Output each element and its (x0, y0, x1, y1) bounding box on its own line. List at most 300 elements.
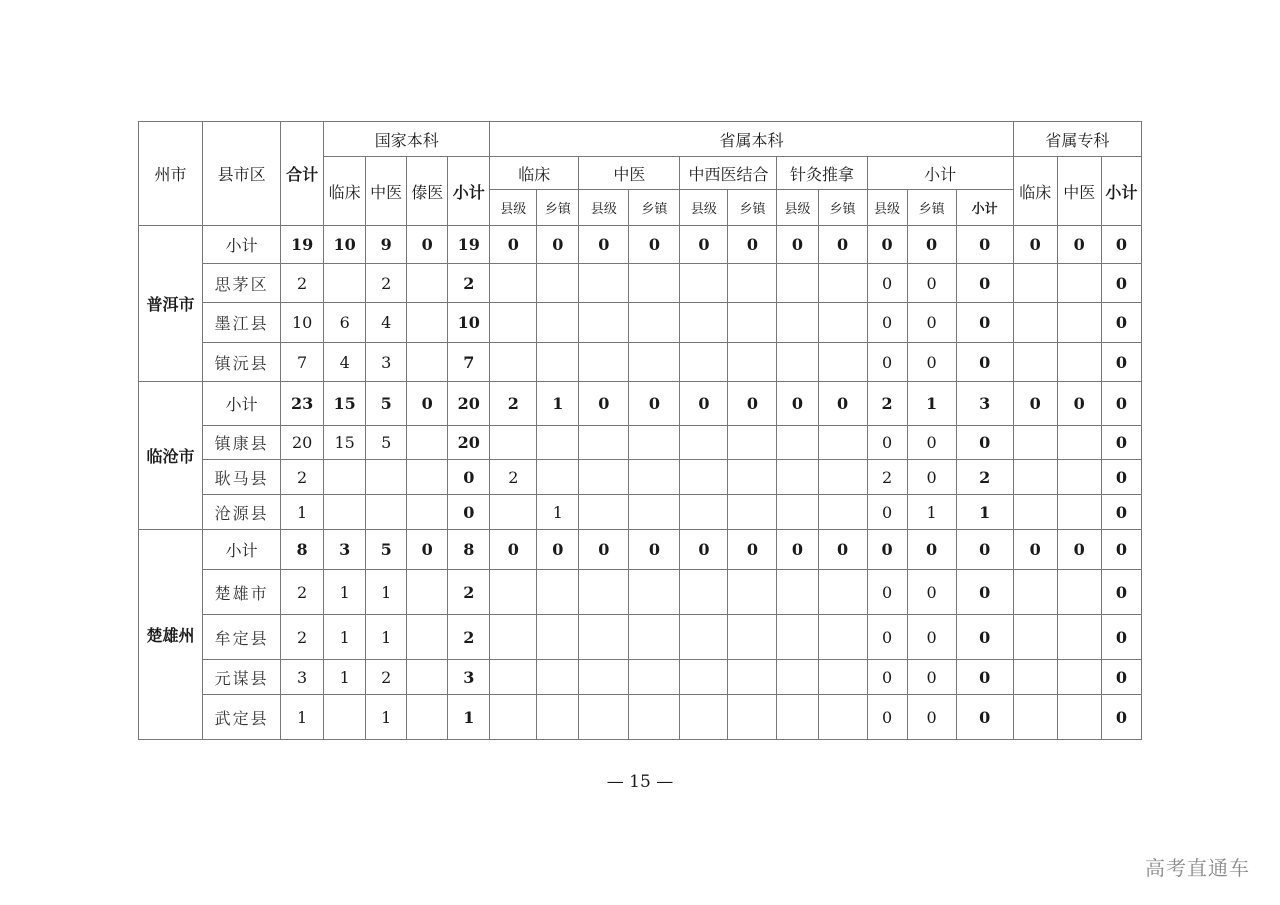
watermark: 高考直通车 (1145, 856, 1250, 880)
prefecture-cell: 楚雄州 (139, 530, 203, 740)
header-prov-subtotal-total: 小计 (956, 190, 1013, 226)
value-cell: 0 (629, 530, 680, 570)
value-cell: 0 (1101, 495, 1141, 530)
value-cell (407, 660, 448, 695)
county-cell: 镇沅县 (203, 343, 281, 382)
table-row (139, 382, 1142, 426)
value-cell: 0 (579, 226, 629, 264)
value-cell: 2 (281, 460, 324, 495)
value-cell (366, 460, 407, 495)
value-cell (777, 303, 818, 343)
value-cell: 7 (448, 343, 490, 382)
subtotal-label-cell: 小计 (203, 530, 281, 570)
value-cell: 0 (867, 615, 907, 660)
value-cell: 2 (281, 615, 324, 660)
value-cell: 1 (281, 495, 324, 530)
value-cell (324, 460, 366, 495)
value-cell (407, 495, 448, 530)
value-cell: 0 (956, 343, 1013, 382)
value-cell (324, 264, 366, 303)
header-prov-integrated: 中西医结合 (680, 157, 777, 190)
county-cell: 思茅区 (203, 264, 281, 303)
value-cell (777, 264, 818, 303)
value-cell (490, 660, 537, 695)
value-cell (818, 660, 867, 695)
value-cell: 0 (867, 495, 907, 530)
value-cell (777, 695, 818, 740)
table-row (139, 570, 1142, 615)
value-cell: 1 (366, 615, 407, 660)
header-voc-subtotal: 小计 (1101, 157, 1141, 226)
header-national: 国家本科 (324, 122, 490, 157)
table-header (139, 122, 1142, 226)
value-cell: 5 (366, 426, 407, 460)
table-row (139, 695, 1142, 740)
value-cell: 0 (867, 426, 907, 460)
value-cell (490, 495, 537, 530)
value-cell: 0 (1057, 530, 1101, 570)
value-cell (407, 460, 448, 495)
value-cell (629, 495, 680, 530)
header-voc-clinical: 临床 (1013, 157, 1057, 226)
value-cell: 0 (867, 695, 907, 740)
header-total: 合计 (281, 122, 324, 226)
value-cell: 9 (366, 226, 407, 264)
value-cell: 1 (537, 382, 579, 426)
value-cell (777, 495, 818, 530)
value-cell (1057, 460, 1101, 495)
value-cell (629, 695, 680, 740)
header-national-subtotal: 小计 (448, 157, 490, 226)
table-row (139, 530, 1142, 570)
header-national-clinical: 临床 (324, 157, 366, 226)
value-cell (490, 615, 537, 660)
value-cell (777, 615, 818, 660)
value-cell (1013, 303, 1057, 343)
table-row (139, 264, 1142, 303)
value-cell (490, 303, 537, 343)
value-cell: 1 (324, 615, 366, 660)
table-row (139, 660, 1142, 695)
value-cell: 0 (407, 382, 448, 426)
value-cell: 2 (366, 264, 407, 303)
value-cell (777, 343, 818, 382)
value-cell (728, 264, 777, 303)
header-township: 乡镇 (629, 190, 680, 226)
value-cell: 2 (366, 660, 407, 695)
value-cell: 1 (956, 495, 1013, 530)
value-cell (1013, 570, 1057, 615)
header-voc-tcm: 中医 (1057, 157, 1101, 226)
subtotal-label-cell: 小计 (203, 226, 281, 264)
value-cell (777, 460, 818, 495)
subtotal-label-cell: 小计 (203, 382, 281, 426)
value-cell (579, 570, 629, 615)
value-cell: 6 (324, 303, 366, 343)
value-cell (728, 303, 777, 343)
value-cell (1057, 343, 1101, 382)
value-cell (1057, 426, 1101, 460)
value-cell (818, 343, 867, 382)
value-cell (728, 570, 777, 615)
county-cell: 楚雄市 (203, 570, 281, 615)
value-cell (629, 460, 680, 495)
table-row (139, 343, 1142, 382)
value-cell: 0 (956, 695, 1013, 740)
value-cell: 0 (448, 495, 490, 530)
header-prov-acupuncture: 针灸推拿 (777, 157, 867, 190)
value-cell (407, 343, 448, 382)
header-prov-clinical: 临床 (490, 157, 579, 190)
value-cell: 10 (448, 303, 490, 343)
value-cell: 0 (579, 530, 629, 570)
value-cell: 2 (490, 460, 537, 495)
value-cell: 19 (448, 226, 490, 264)
value-cell: 1 (366, 695, 407, 740)
value-cell: 2 (281, 570, 324, 615)
value-cell: 1 (324, 570, 366, 615)
value-cell: 8 (448, 530, 490, 570)
value-cell: 0 (956, 530, 1013, 570)
header-township: 乡镇 (907, 190, 956, 226)
header-township: 乡镇 (537, 190, 579, 226)
value-cell: 3 (448, 660, 490, 695)
value-cell: 0 (867, 226, 907, 264)
value-cell (1013, 615, 1057, 660)
value-cell: 0 (907, 695, 956, 740)
value-cell: 0 (1101, 264, 1141, 303)
value-cell (537, 660, 579, 695)
value-cell: 2 (490, 382, 537, 426)
value-cell: 0 (907, 303, 956, 343)
value-cell (1013, 695, 1057, 740)
value-cell: 0 (1101, 615, 1141, 660)
value-cell: 2 (956, 460, 1013, 495)
value-cell (728, 615, 777, 660)
value-cell: 0 (907, 660, 956, 695)
value-cell (407, 303, 448, 343)
value-cell: 2 (448, 570, 490, 615)
county-cell: 镇康县 (203, 426, 281, 460)
header-county-level: 县级 (777, 190, 818, 226)
value-cell: 2 (281, 264, 324, 303)
value-cell (579, 303, 629, 343)
value-cell: 7 (281, 343, 324, 382)
value-cell: 0 (1013, 226, 1057, 264)
value-cell: 0 (907, 615, 956, 660)
value-cell (777, 426, 818, 460)
county-cell: 沧源县 (203, 495, 281, 530)
value-cell (490, 426, 537, 460)
value-cell: 23 (281, 382, 324, 426)
value-cell (579, 615, 629, 660)
value-cell (537, 570, 579, 615)
value-cell (629, 343, 680, 382)
table-row (139, 615, 1142, 660)
value-cell: 0 (777, 226, 818, 264)
value-cell: 0 (867, 303, 907, 343)
value-cell: 0 (1101, 382, 1141, 426)
value-cell: 0 (680, 530, 728, 570)
value-cell (777, 660, 818, 695)
value-cell (407, 264, 448, 303)
table-row (139, 226, 1142, 264)
county-cell: 牟定县 (203, 615, 281, 660)
value-cell (680, 570, 728, 615)
value-cell: 0 (1101, 530, 1141, 570)
value-cell: 20 (281, 426, 324, 460)
value-cell (324, 695, 366, 740)
value-cell: 0 (907, 264, 956, 303)
value-cell: 0 (907, 426, 956, 460)
value-cell: 0 (867, 570, 907, 615)
value-cell: 4 (324, 343, 366, 382)
value-cell: 20 (448, 382, 490, 426)
value-cell: 0 (680, 382, 728, 426)
value-cell: 0 (956, 226, 1013, 264)
value-cell (818, 426, 867, 460)
value-cell (579, 264, 629, 303)
value-cell (1057, 695, 1101, 740)
value-cell (728, 495, 777, 530)
value-cell: 5 (366, 382, 407, 426)
value-cell (818, 570, 867, 615)
value-cell: 0 (629, 226, 680, 264)
value-cell (1013, 660, 1057, 695)
value-cell (818, 303, 867, 343)
table-body (139, 226, 1142, 740)
value-cell (728, 426, 777, 460)
value-cell (680, 615, 728, 660)
value-cell (680, 660, 728, 695)
value-cell: 0 (1057, 382, 1101, 426)
value-cell: 0 (956, 615, 1013, 660)
value-cell: 0 (680, 226, 728, 264)
value-cell: 1 (537, 495, 579, 530)
value-cell: 0 (1101, 303, 1141, 343)
quota-table (138, 121, 1142, 740)
value-cell: 3 (956, 382, 1013, 426)
header-national-dai: 傣医 (407, 157, 448, 226)
value-cell (490, 695, 537, 740)
value-cell: 0 (818, 530, 867, 570)
value-cell: 8 (281, 530, 324, 570)
value-cell: 5 (366, 530, 407, 570)
value-cell (680, 695, 728, 740)
value-cell: 0 (1101, 343, 1141, 382)
value-cell: 2 (867, 460, 907, 495)
header-provincial: 省属本科 (490, 122, 1013, 157)
value-cell (407, 695, 448, 740)
value-cell: 0 (867, 264, 907, 303)
value-cell (818, 460, 867, 495)
header-vocational: 省属专科 (1013, 122, 1141, 157)
value-cell (680, 460, 728, 495)
value-cell: 0 (956, 660, 1013, 695)
value-cell (537, 303, 579, 343)
value-cell (629, 570, 680, 615)
value-cell (579, 460, 629, 495)
value-cell (629, 615, 680, 660)
value-cell: 0 (818, 382, 867, 426)
value-cell (629, 660, 680, 695)
value-cell: 1 (907, 495, 956, 530)
value-cell (818, 264, 867, 303)
value-cell (579, 495, 629, 530)
value-cell: 0 (1101, 695, 1141, 740)
value-cell (680, 343, 728, 382)
value-cell: 15 (324, 382, 366, 426)
value-cell: 0 (579, 382, 629, 426)
value-cell (490, 264, 537, 303)
value-cell (629, 426, 680, 460)
header-prov-subtotal: 小计 (867, 157, 1013, 190)
value-cell (629, 264, 680, 303)
value-cell (537, 695, 579, 740)
county-cell: 耿马县 (203, 460, 281, 495)
value-cell (728, 343, 777, 382)
value-cell: 4 (366, 303, 407, 343)
value-cell (490, 343, 537, 382)
value-cell (777, 570, 818, 615)
value-cell (537, 343, 579, 382)
value-cell (1057, 660, 1101, 695)
value-cell (1013, 426, 1057, 460)
county-cell: 武定县 (203, 695, 281, 740)
value-cell: 0 (956, 426, 1013, 460)
value-cell: 0 (956, 264, 1013, 303)
value-cell: 0 (407, 226, 448, 264)
value-cell: 0 (907, 530, 956, 570)
value-cell: 20 (448, 426, 490, 460)
value-cell: 0 (907, 226, 956, 264)
prefecture-cell: 普洱市 (139, 226, 203, 382)
value-cell: 3 (281, 660, 324, 695)
value-cell (728, 460, 777, 495)
header-county-level: 县级 (867, 190, 907, 226)
value-cell (1057, 495, 1101, 530)
value-cell: 1 (281, 695, 324, 740)
value-cell: 0 (448, 460, 490, 495)
value-cell: 3 (324, 530, 366, 570)
value-cell (1013, 460, 1057, 495)
value-cell: 0 (907, 570, 956, 615)
value-cell (728, 660, 777, 695)
value-cell (366, 495, 407, 530)
value-cell (1013, 264, 1057, 303)
value-cell: 0 (907, 343, 956, 382)
value-cell (537, 460, 579, 495)
value-cell: 0 (1101, 226, 1141, 264)
value-cell (629, 303, 680, 343)
value-cell (728, 695, 777, 740)
value-cell (537, 615, 579, 660)
value-cell: 3 (366, 343, 407, 382)
value-cell (818, 495, 867, 530)
value-cell: 19 (281, 226, 324, 264)
value-cell: 0 (956, 570, 1013, 615)
value-cell (680, 426, 728, 460)
value-cell: 0 (490, 226, 537, 264)
value-cell: 15 (324, 426, 366, 460)
value-cell (1057, 615, 1101, 660)
value-cell: 0 (1101, 460, 1141, 495)
value-cell: 0 (629, 382, 680, 426)
value-cell: 0 (1101, 426, 1141, 460)
value-cell: 0 (537, 226, 579, 264)
value-cell (537, 264, 579, 303)
header-national-tcm: 中医 (366, 157, 407, 226)
value-cell (818, 615, 867, 660)
value-cell: 0 (1013, 382, 1057, 426)
value-cell: 0 (867, 343, 907, 382)
value-cell: 0 (1057, 226, 1101, 264)
value-cell (579, 426, 629, 460)
value-cell: 0 (777, 382, 818, 426)
value-cell (680, 264, 728, 303)
value-cell: 2 (448, 264, 490, 303)
value-cell: 0 (867, 530, 907, 570)
value-cell (1057, 303, 1101, 343)
county-cell: 元谋县 (203, 660, 281, 695)
header-county-level: 县级 (680, 190, 728, 226)
value-cell: 1 (448, 695, 490, 740)
table-row (139, 303, 1142, 343)
value-cell: 0 (907, 460, 956, 495)
value-cell (579, 343, 629, 382)
value-cell (680, 495, 728, 530)
value-cell (680, 303, 728, 343)
value-cell: 0 (490, 530, 537, 570)
value-cell (537, 426, 579, 460)
header-prov-tcm: 中医 (579, 157, 680, 190)
table-row (139, 426, 1142, 460)
header-county: 县市区 (203, 122, 281, 226)
header-township: 乡镇 (728, 190, 777, 226)
value-cell: 0 (407, 530, 448, 570)
value-cell (579, 660, 629, 695)
value-cell: 0 (1013, 530, 1057, 570)
page-number: — 15 — (606, 772, 674, 792)
value-cell: 10 (281, 303, 324, 343)
value-cell: 0 (728, 382, 777, 426)
table-row (139, 460, 1142, 495)
value-cell: 0 (1101, 570, 1141, 615)
value-cell: 0 (867, 660, 907, 695)
value-cell: 2 (448, 615, 490, 660)
value-cell: 0 (1101, 660, 1141, 695)
value-cell: 1 (366, 570, 407, 615)
value-cell: 0 (728, 530, 777, 570)
value-cell (818, 695, 867, 740)
value-cell: 0 (818, 226, 867, 264)
value-cell: 0 (537, 530, 579, 570)
header-county-level: 县级 (490, 190, 537, 226)
header-county-level: 县级 (579, 190, 629, 226)
prefecture-cell: 临沧市 (139, 382, 203, 530)
value-cell (1057, 264, 1101, 303)
value-cell: 1 (907, 382, 956, 426)
value-cell: 10 (324, 226, 366, 264)
value-cell (490, 570, 537, 615)
value-cell (407, 570, 448, 615)
value-cell (407, 615, 448, 660)
value-cell (1057, 570, 1101, 615)
value-cell: 0 (777, 530, 818, 570)
value-cell (579, 695, 629, 740)
value-cell: 2 (867, 382, 907, 426)
header-township: 乡镇 (818, 190, 867, 226)
